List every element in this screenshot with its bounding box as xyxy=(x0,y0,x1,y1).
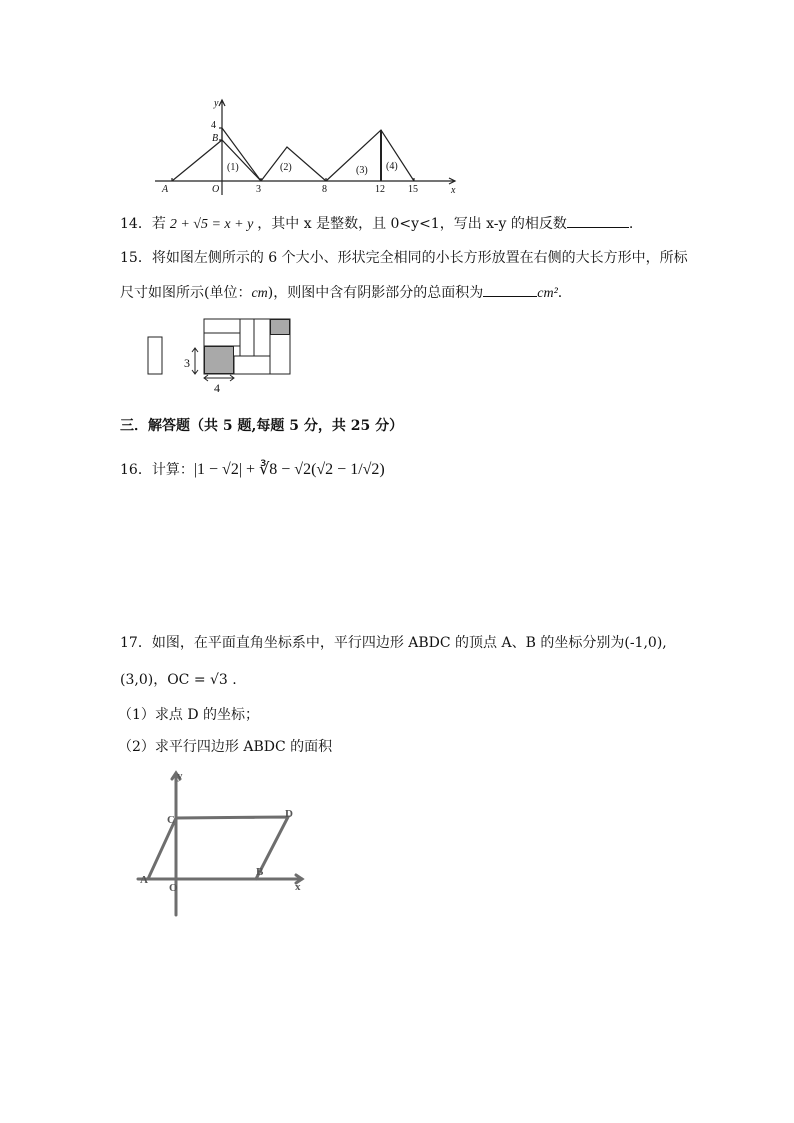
x-tick-label: 8 xyxy=(322,184,327,195)
region-label: (4) xyxy=(386,161,398,172)
q15-text: 将如图左侧所示的 6 个大小、形状完全相同的小长方形放置在右侧的大长方形中，所标 xyxy=(151,250,688,266)
triangle-1b xyxy=(222,128,261,181)
triangle-2 xyxy=(261,147,326,181)
answer-blank[interactable] xyxy=(483,282,537,297)
unit-cm2: cm² xyxy=(537,286,558,301)
region-label: (2) xyxy=(280,162,292,173)
x-axis-label: x xyxy=(451,185,456,196)
question-15-line1 xyxy=(120,248,688,268)
q14-expression: 2 + √5 = x + y xyxy=(169,217,254,232)
q15-end: . xyxy=(557,285,563,301)
question-number: 17． xyxy=(120,635,152,651)
region-label: (1) xyxy=(227,162,239,173)
region-label: (3) xyxy=(356,165,368,176)
q15-text: 尺寸如图所示(单位： xyxy=(120,285,252,301)
triangle-3 xyxy=(326,130,414,181)
q16-label: 计算： xyxy=(151,462,194,478)
y-axis-label: y xyxy=(214,98,219,109)
dimension-4: 4 xyxy=(214,381,220,395)
x-tick-label: 12 xyxy=(375,184,385,195)
point-O: O xyxy=(169,882,178,894)
question-17-line1 xyxy=(120,633,667,653)
question-17-part2: （2）求平行四边形 ABDC 的面积 xyxy=(118,739,333,755)
question-15-line2 xyxy=(120,282,562,304)
origin-label: O xyxy=(212,184,220,195)
question-17-part1: （1）求点 D 的坐标； xyxy=(118,707,260,723)
shaded-region xyxy=(205,347,234,374)
q14-prefix: 若 xyxy=(151,216,166,232)
question-number: 14． xyxy=(120,216,152,232)
shaded-region xyxy=(271,320,290,335)
q16-expression: |1 − √2| + ∛8 − √2(√2 − 1/√2) xyxy=(193,461,385,478)
point-D: D xyxy=(285,808,293,820)
dimension-3: 3 xyxy=(184,356,190,370)
y-tick-4: 4 xyxy=(211,120,216,131)
x-tick-label: 15 xyxy=(408,184,418,195)
q17-text: 如图，在平面直角坐标系中，平行四边形 ABDC 的顶点 A、B 的坐标分别为(-1,0), xyxy=(151,635,667,651)
question-14 xyxy=(120,213,633,235)
question-16 xyxy=(120,460,385,480)
q17-figure xyxy=(130,765,320,925)
point-A-label: A xyxy=(162,184,169,195)
x-tick-label: 3 xyxy=(256,184,261,195)
point-B-label: B xyxy=(212,133,219,144)
q14-graph xyxy=(150,95,470,200)
parallelogram-ABDC xyxy=(148,817,288,879)
q14-text: ，其中 x 是整数，且 0<y<1，写出 x-y 的相反数 xyxy=(257,216,567,232)
point-C: C xyxy=(167,814,175,826)
q15-text: )，则图中含有阴影部分的总面积为 xyxy=(267,285,484,301)
answer-blank[interactable] xyxy=(567,213,629,228)
section-heading: 三．解答题（共 5 题,每题 5 分，共 25 分） xyxy=(120,418,404,434)
question-17-line2: (3,0)，OC = √3 . xyxy=(120,672,237,688)
triangle-1 xyxy=(172,140,261,181)
q15-figure xyxy=(140,312,300,398)
unit-cm: cm xyxy=(251,286,268,301)
x-label: x xyxy=(295,881,301,893)
question-number: 15． xyxy=(120,250,152,266)
y-label: y xyxy=(177,770,183,782)
question-number: 16． xyxy=(120,462,152,478)
point-A: A xyxy=(140,874,148,886)
small-rectangle xyxy=(148,337,162,374)
q14-end: . xyxy=(628,216,634,232)
point-B: B xyxy=(256,866,264,878)
